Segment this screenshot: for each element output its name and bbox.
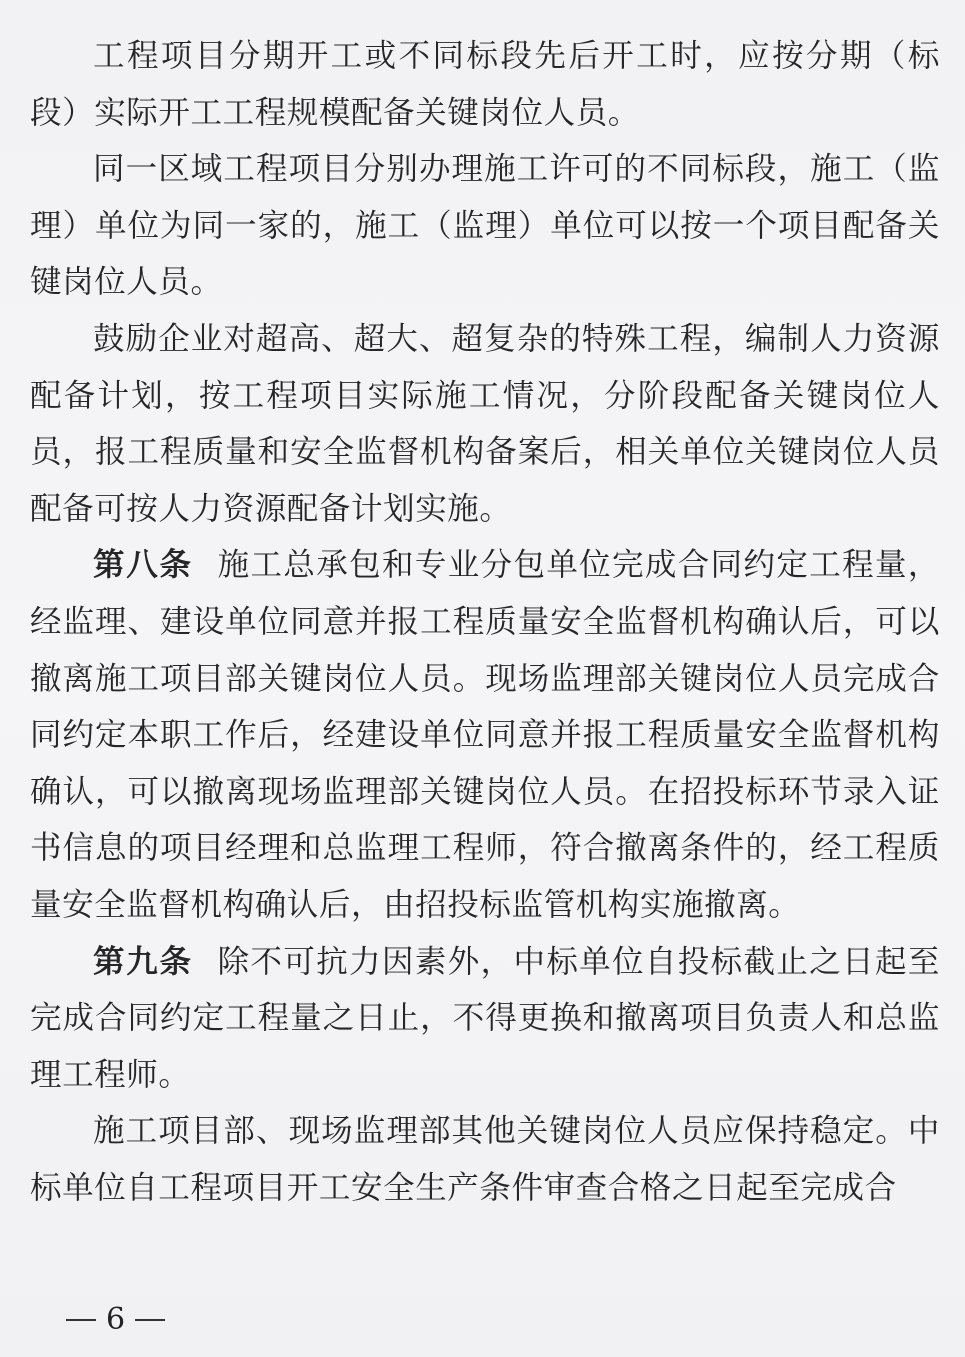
article-text: 除不可抗力因素外，中标单位自投标截止之日起至完成合同约定工程量之日止，不得更换和撤离项目负责人和总监理工程师。 xyxy=(30,943,940,1093)
paragraph-special-projects xyxy=(30,311,940,537)
article-label: 第八条 xyxy=(93,547,193,584)
page-number xyxy=(66,1300,165,1340)
page-number-dash-left xyxy=(66,1319,96,1321)
paragraph-same-unit-sections xyxy=(30,141,940,311)
paragraph-text: 鼓励企业对超高、超大、超复杂的特殊工程，编制人力资源配备计划，按工程项目实际施工情况，分阶段配备关键岗位人员，报工程质量和安全监督机构备案后，相关单位关键岗位人员配备可按人力资源配备计划实施。 xyxy=(30,320,940,527)
article-text: 施工总承包和专业分包单位完成合同约定工程量，经监理、建设单位同意并报工程质量安全监督机构确认后，可以撤离施工项目部关键岗位人员。现场监理部关键岗位人员完成合同约定本职工作后，经建设单位同意并报工程质量安全监督机构确认，可以撤离现场监理部关键岗位人员。在招投标环节录入证书信息的项目经理和总监理工程师，符合撤离条件的，经工程质量安全监督机构确认后，由招投标监管机构实施撤离。 xyxy=(30,547,940,923)
page-number-value: 6 xyxy=(106,1302,126,1337)
paragraph-text: 同一区域工程项目分别办理施工许可的不同标段，施工（监理）单位为同一家的，施工（监理）单位可以按一个项目配备关键岗位人员。 xyxy=(30,151,940,301)
page-number-dash-right xyxy=(135,1319,165,1321)
article-label: 第九条 xyxy=(93,943,193,980)
paragraph-text: 施工项目部、现场监理部其他关键岗位人员应保持稳定。中标单位自工程项目开工安全生产条件审查合格之日起至完成合 xyxy=(30,1113,940,1206)
paragraph-text: 工程项目分期开工或不同标段先后开工时，应按分期（标段）实际开工工程规模配备关键岗位人员。 xyxy=(30,38,940,131)
paragraph-phased-staffing xyxy=(30,28,940,141)
article-eight xyxy=(30,537,940,933)
body-text xyxy=(30,28,940,1216)
article-nine xyxy=(30,934,940,1104)
paragraph-staff-stability xyxy=(30,1103,940,1216)
